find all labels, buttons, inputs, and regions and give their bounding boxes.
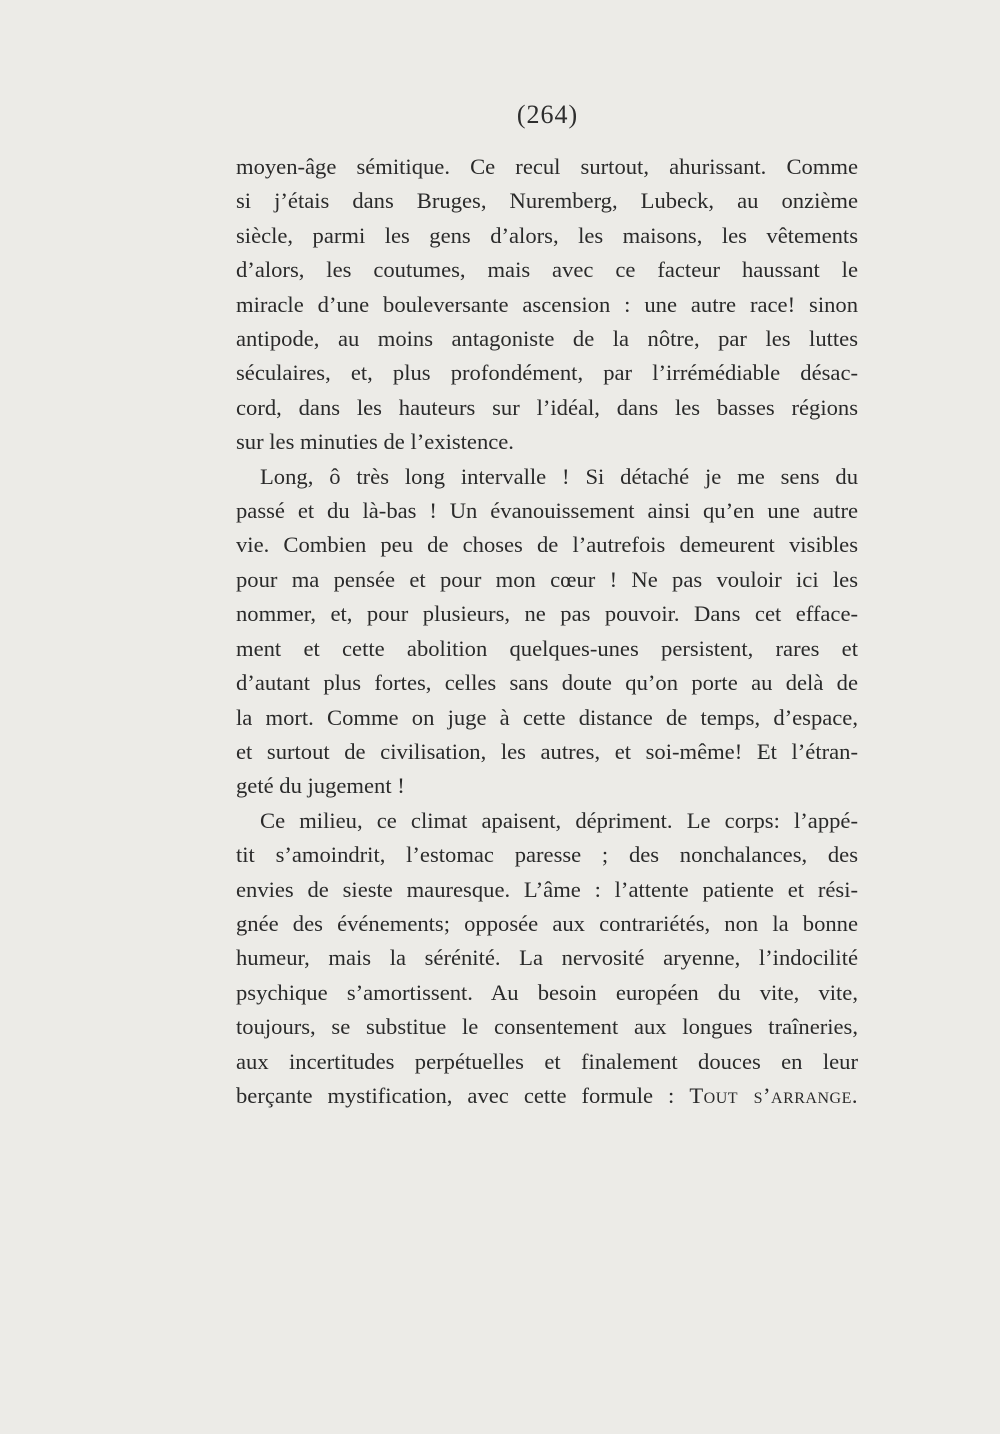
text-line: toujours, se substitue le consentement aux longues traîneries, <box>236 1014 858 1040</box>
text-line: et surtout de civilisation, les autres, et soi-même! Et l’étran- <box>236 738 858 764</box>
paragraph-3 <box>236 804 858 1114</box>
text-line: sur les minuties de l’existence. <box>236 429 514 455</box>
text-line: Long, ô très long intervalle ! Si détaché je me sens du <box>260 463 858 489</box>
text-line: siècle, parmi les gens d’alors, les maisons, les vêtements <box>236 222 858 248</box>
text-line: séculaires, et, plus profondément, par l’irrémédiable désac- <box>236 360 858 386</box>
text-line: Ce milieu, ce climat apaisent, dépriment. Le corps: l’appé- <box>260 807 858 833</box>
text-line: humeur, mais la sérénité. La nervosité aryenne, l’indocilité <box>236 945 858 971</box>
text-line: si j’étais dans Bruges, Nuremberg, Lubeck, au onzième <box>236 188 858 214</box>
final-line-text: berçante mystification, avec cette formule : <box>236 1082 690 1108</box>
paragraph-1 <box>236 150 858 460</box>
text-line: psychique s’amortissent. Au besoin européen du vite, vite, <box>236 979 858 1005</box>
text-line: d’alors, les coutumes, mais avec ce facteur haussant le <box>236 257 858 283</box>
text-line: la mort. Comme on juge à cette distance de temps, d’espace, <box>236 704 858 730</box>
text-line: envies de sieste mauresque. L’âme : l’attente patiente et rési- <box>236 876 858 902</box>
body-text <box>236 150 858 1113</box>
text-line: d’autant plus fortes, celles sans doute qu’on porte au delà de <box>236 670 858 696</box>
text-line: moyen-âge sémitique. Ce recul surtout, ahurissant. Comme <box>236 154 858 179</box>
text-line: vie. Combien peu de choses de l’autrefois demeurent visibles <box>236 532 858 558</box>
paragraph-2 <box>236 460 858 804</box>
text-line: antipode, au moins antagoniste de la nôtre, par les luttes <box>236 326 858 352</box>
page-number: (264) <box>516 100 579 129</box>
text-line-final <box>236 1079 858 1113</box>
text-line: nommer, et, pour plusieurs, ne pas pouvoir. Dans cet efface- <box>236 601 858 627</box>
text-line: passé et du là-bas ! Un évanouissement ainsi qu’en une autre <box>236 498 858 524</box>
text-line: pour ma pensée et pour mon cœur ! Ne pas vouloir ici les <box>236 566 858 592</box>
text-line: geté du jugement ! <box>236 773 405 799</box>
text-line: tit s’amoindrit, l’estomac paresse ; des nonchalances, des <box>236 842 858 868</box>
text-line: gnée des événements; opposée aux contrariétés, non la bonne <box>236 910 858 936</box>
text-line: cord, dans les hauteurs sur l’idéal, dans les basses régions <box>236 394 858 420</box>
text-line: ment et cette abolition quelques-unes persistent, rares et <box>236 635 858 661</box>
text-line: aux incertitudes perpétuelles et finalement douces en leur <box>236 1048 858 1074</box>
text-line: miracle d’une bouleversante ascension : une autre race! sinon <box>236 291 858 317</box>
closing-formula: Tout s’arrange. <box>689 1082 858 1108</box>
